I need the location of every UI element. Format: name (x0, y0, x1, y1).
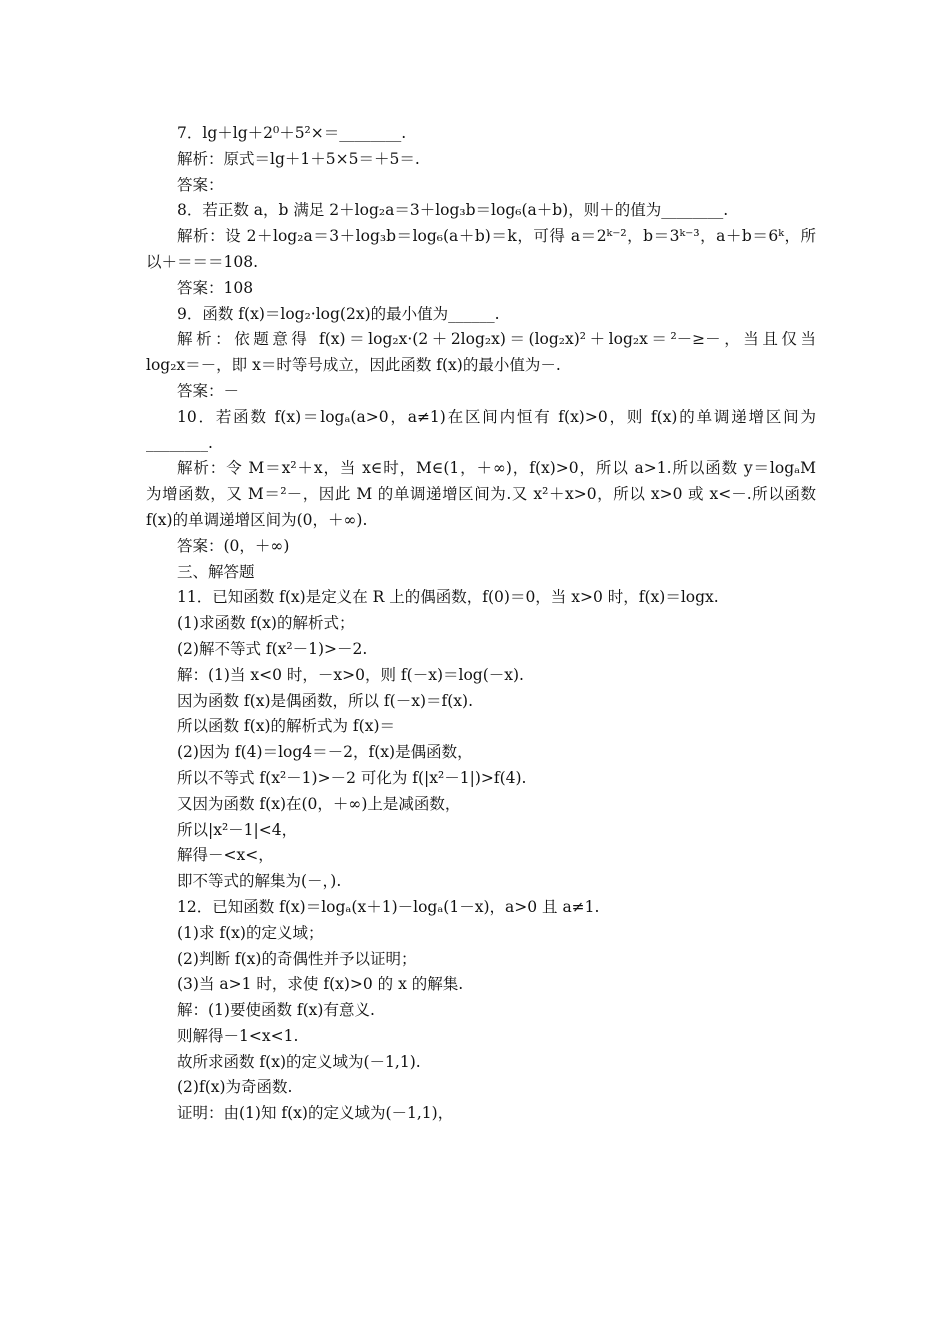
text-line: (2)解不等式 f(x²－1)>－2. (177, 639, 368, 658)
text-line: 9．函数 f(x)＝log₂·log(2x)的最小值为______. (177, 304, 500, 323)
text-line: 所以函数 f(x)的解析式为 f(x)＝ (177, 717, 395, 736)
text-line: (3)当 a>1 时，求使 f(x)>0 的 x 的解集. (177, 975, 464, 994)
text-line: (1)求 f(x)的定义域； (177, 923, 324, 942)
text-line: 答案：－ (177, 381, 240, 400)
text-line: (1)求函数 f(x)的解析式； (177, 614, 355, 633)
text-line: log₂x＝－，即 x＝时等号成立，因此函数 f(x)的最小值为－. (146, 356, 561, 375)
text-line: 又因为函数 f(x)在(0，＋∞)上是减函数， (177, 794, 461, 813)
text-line: 答案：108 (177, 278, 254, 297)
text-line: 12．已知函数 f(x)＝logₐ(x＋1)－logₐ(1－x)，a>0 且 a≠1. (177, 897, 600, 916)
text-line: 11．已知函数 f(x)是定义在 R 上的偶函数，f(0)＝0，当 x>0 时，f(x)＝logx. (177, 588, 719, 607)
text-line: 解析：依题意得 f(x)＝log₂x·(2＋2log₂x)＝(log₂x)²＋log₂x＝²－≥－，当且仅当 (177, 330, 816, 349)
text-line: 以＋＝＝＝108. (146, 252, 259, 271)
text-line: 解析：令 M＝x²＋x，当 x∈时，M∈(1，＋∞)，f(x)>0，所以 a>1.所以函数 y＝logₐM (177, 459, 816, 478)
text-line: 答案：(0，＋∞) (177, 536, 290, 555)
text-line: 8．若正数 a，b 满足 2＋log₂a＝3＋log₃b＝log₆(a＋b)，则＋的值为________. (177, 201, 729, 220)
text-line: 三、解答题 (177, 562, 255, 581)
text-line: (2)判断 f(x)的奇偶性并予以证明； (177, 949, 417, 968)
text-line: 故所求函数 f(x)的定义域为(－1,1). (177, 1052, 421, 1071)
text-line: 解析：原式＝lg＋1＋5×5＝＋5＝. (177, 149, 420, 168)
text-line: 解析：设 2＋log₂a＝3＋log₃b＝log₆(a＋b)＝k，可得 a＝2ᵏ⁻²，b＝3ᵏ⁻³，a＋b＝6ᵏ，所 (177, 227, 816, 246)
text-line: 则解得－1<x<1. (177, 1026, 299, 1045)
text-line: 答案： (177, 175, 224, 194)
text-line: 所以不等式 f(x²－1)>－2 可化为 f(|x²－1|)>f(4). (177, 768, 527, 787)
document-body (146, 121, 816, 1127)
text-line: (2)f(x)为奇函数. (177, 1078, 293, 1097)
text-line: 为增函数，又 M＝²－，因此 M 的单调递增区间为.又 x²＋x>0，所以 x>0 或 x<－.所以函数 (146, 485, 816, 504)
text-line: 解：(1)要使函数 f(x)有意义. (177, 1001, 375, 1020)
text-line: (2)因为 f(4)＝log4＝－2，f(x)是偶函数， (177, 743, 473, 762)
text-line: 解：(1)当 x<0 时，－x>0，则 f(－x)＝log(－x). (177, 665, 524, 684)
text-line: 因为函数 f(x)是偶函数，所以 f(－x)＝f(x). (177, 691, 473, 710)
text-line: 即不等式的解集为(－，). (177, 872, 342, 891)
text-line: 证明：由(1)知 f(x)的定义域为(－1,1)， (177, 1104, 454, 1123)
text-line: 解得－<x<， (177, 846, 274, 865)
text-line: f(x)的单调递增区间为(0，＋∞). (146, 510, 368, 529)
text-line: ________. (146, 433, 213, 452)
text-line: 所以|x²－1|<4， (177, 820, 298, 839)
text-line: 10．若函数 f(x)＝logₐ(a>0，a≠1)在区间内恒有 f(x)>0，则 f(x)的单调递增区间为 (177, 407, 816, 426)
text-line: 7．lg＋lg＋2⁰＋5²×＝________. (177, 124, 407, 142)
